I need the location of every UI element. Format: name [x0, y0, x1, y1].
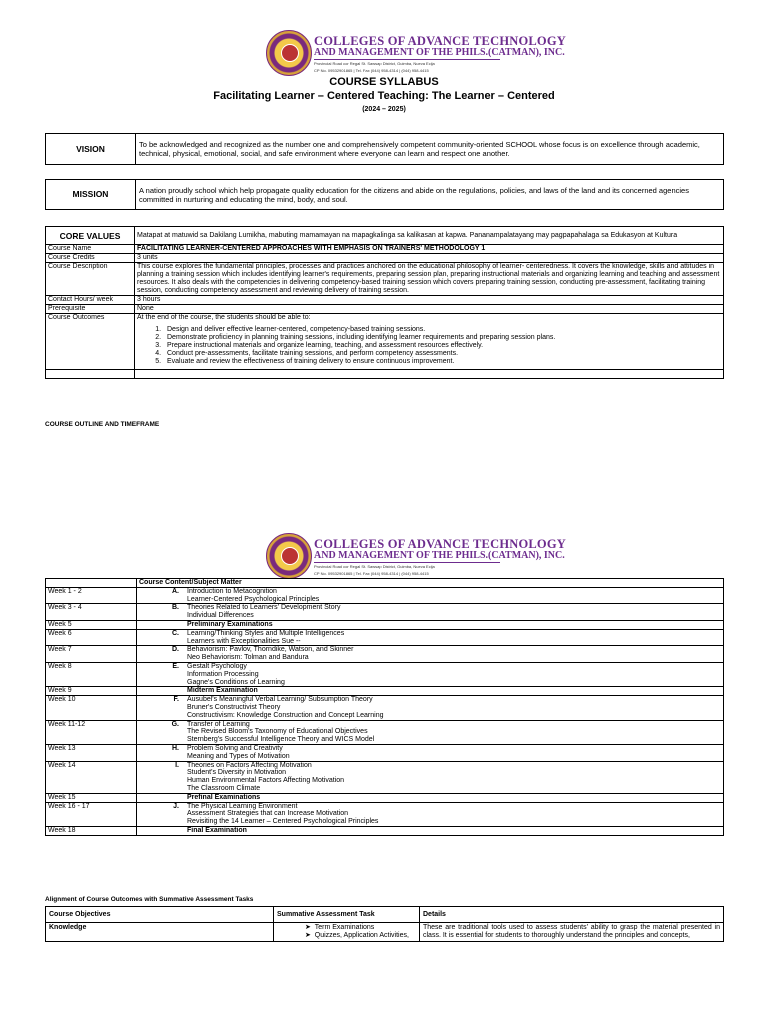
outcome-item: 1. Design and deliver effective learner-centered, competency-based training sessions.: [163, 326, 721, 334]
topic-line: Information Processing: [187, 670, 259, 678]
outline-row: [46, 696, 724, 720]
outline-row: [46, 744, 724, 761]
org-name-line2: AND MANAGEMENT OF THE PHILS.(CATMAN), INC.: [314, 550, 565, 561]
topic-line: Individual Differences: [187, 612, 254, 620]
course-info-table: [45, 226, 724, 379]
week-label: Week 1 - 2: [46, 587, 137, 604]
topic-line: Learner-Centered Psychological Principles: [187, 595, 320, 603]
course-outcomes-cell: [135, 314, 724, 370]
outcome-item: 2. Demonstrate proficiency in planning training sessions, including identifying learner requirements and preparing session plans.: [163, 334, 721, 342]
school-year: (2024 – 2025): [362, 106, 406, 113]
week-label: Week 3 - 4: [46, 604, 137, 621]
week-label: Week 8: [46, 662, 137, 686]
topic-line: Learners with Exceptionalities Sue --: [187, 637, 301, 645]
topic-line: Assessment Strategies that can Increase Motivation: [187, 810, 349, 818]
contact-hours-value: 3 hours: [135, 296, 724, 305]
topic-letter: G.: [171, 720, 179, 728]
week-content: [137, 587, 724, 604]
topic-line: Gagne's Conditions of Learning: [187, 678, 285, 686]
topic-line: Ausubel's Meaningful Verbal Learning/ Subsumption Theory: [187, 696, 373, 704]
week-content: [137, 802, 724, 826]
topic-line: Theories on Factors Affecting Motivation: [187, 761, 312, 769]
topic-letter: J.: [173, 802, 179, 810]
week-label: Week 16 - 17: [46, 802, 137, 826]
outline-row: [46, 687, 724, 696]
topic-line: Bruner's Constructivist Theory: [187, 703, 281, 711]
contact-hours-label: Contact Hours/ week: [46, 296, 135, 305]
course-outcomes-label: Course Outcomes: [46, 314, 135, 370]
vision-table: [45, 133, 724, 165]
week-label: Week 10: [46, 696, 137, 720]
week-content: [137, 687, 724, 696]
task-item: ➤ Quizzes, Application Activities,: [277, 932, 416, 940]
outline-column-header: Course Content/Subject Matter: [137, 579, 724, 588]
week-content: [137, 604, 724, 621]
course-outline-table: [45, 578, 724, 836]
week-label: Week 13: [46, 744, 137, 761]
org-contact: CP No. 09532901865 | Tel. Fax (044) 958-4314 | (044) 958-4415: [314, 68, 429, 73]
outline-heading: COURSE OUTLINE AND TIMEFRAME: [45, 421, 160, 428]
week-content: [137, 620, 724, 629]
exam-label: Final Examination: [187, 826, 247, 834]
topic-letter: B.: [172, 604, 179, 612]
week-content: [137, 761, 724, 793]
outcome-item: 3. Prepare instructional materials and organize learning, teaching, and assessment resources effectively.: [163, 342, 721, 350]
topic-letter: D.: [172, 646, 179, 654]
topic-letter: E.: [172, 662, 179, 670]
vision-label: VISION: [46, 134, 136, 165]
topic-line: The Revised Bloom's Taxonomy of Educational Objectives: [187, 728, 368, 736]
topic-letter: I.: [175, 761, 179, 769]
assessment-tasks-cell: [274, 923, 420, 942]
arrow-bullet-icon: ➤: [305, 932, 315, 939]
week-label: Week 15: [46, 793, 137, 802]
vision-text: To be acknowledged and recognized as the number one and comprehensively competent community-oriented SCHOOL whose focus is on excellence through academic, technical, physical, emotional, social, and safe environment where everyone can learn and respect one another.: [136, 134, 724, 165]
topic-letter: H.: [172, 744, 179, 752]
col-details: Details: [420, 907, 724, 923]
course-description-label: Course Description: [46, 263, 135, 296]
week-label: Week 18: [46, 826, 137, 835]
org-address: Provincial Road cor Regal St. Sawsap District, Guimba, Nueva Ecija: [314, 564, 435, 569]
outline-row: [46, 629, 724, 646]
topic-line: Theories Related to Learners' Development Story: [187, 604, 341, 612]
exam-label: Prefinal Examinations: [187, 793, 261, 801]
week-label: Week 7: [46, 646, 137, 663]
outline-row: [46, 802, 724, 826]
col-assessment-task: Summative Assessment Task: [274, 907, 420, 923]
course-title: Facilitating Learner – Centered Teaching: The Learner – Centered: [213, 90, 555, 102]
week-label: Week 11-12: [46, 720, 137, 744]
arrow-bullet-icon: ➤: [305, 924, 315, 931]
outcomes-list: [137, 326, 721, 366]
outline-row: [46, 620, 724, 629]
org-name-line1: COLLEGES OF ADVANCE TECHNOLOGY: [314, 537, 567, 551]
topic-letter: C.: [172, 629, 179, 637]
course-name-value: FACILITATING LEARNER-CENTERED APPROACHES WITH EMPHASIS ON TRAINERS' METHODOLOGY 1: [135, 245, 724, 254]
topic-line: Human Environmental Factors Affecting Motivation: [187, 777, 345, 785]
outline-row: [46, 587, 724, 604]
task-item: ➤ Term Examinations: [277, 924, 416, 932]
outcome-item: 5. Evaluate and review the effectiveness of training delivery to ensure continuous improvement.: [163, 358, 721, 366]
week-content: [137, 793, 724, 802]
outline-row: [46, 720, 724, 744]
mission-text: A nation proudly school which help propagate quality education for the citizens and abide on the regulations, policies, and laws of the land and its concerned agencies committed in nurturing and educating the mind, body, and soul.: [136, 180, 724, 210]
outline-row: [46, 761, 724, 793]
topic-line: Neo Behaviorism: Tolman and Bandura: [187, 654, 309, 662]
topic-line: Sternberg's Successful Intelligence Theory and WICS Model: [187, 736, 375, 744]
topic-line: Revisiting the 14 Learner – Centered Psychological Principles: [187, 818, 379, 826]
course-credits-label: Course Credits: [46, 254, 135, 263]
course-credits-value: 3 units: [135, 254, 724, 263]
mission-label: MISSION: [46, 180, 136, 210]
outline-row: [46, 604, 724, 621]
mission-table: [45, 179, 724, 210]
topic-line: Introduction to Metacognition: [187, 587, 277, 595]
col-course-objectives: Course Objectives: [46, 907, 274, 923]
topic-line: Student's Diversity in Motivation: [187, 769, 286, 777]
college-seal-logo: [266, 30, 312, 76]
exam-label: Preliminary Examinations: [187, 620, 273, 628]
week-content: [137, 720, 724, 744]
exam-label: Midterm Examination: [187, 687, 258, 695]
objective-knowledge: Knowledge: [46, 923, 274, 942]
prerequisite-label: Prerequisite: [46, 305, 135, 314]
week-label: Week 5: [46, 620, 137, 629]
topic-line: Constructivism: Knowledge Construction and Concept Learning: [187, 711, 384, 719]
week-content: [137, 662, 724, 686]
empty-cell: [46, 579, 137, 588]
core-values-text: Matapat at matuwid sa Dakilang Lumikha, mabuting mamamayan na mapagkalinga sa kalikasan at kapwa. Pananampalatayang may pagpapahalaga sa Edukasyon at Kultura: [135, 227, 724, 245]
outcome-item: 4. Conduct pre-assessments, facilitate training sessions, and perform competency assessments.: [163, 350, 721, 358]
prerequisite-value: None: [135, 305, 724, 314]
outline-row: [46, 662, 724, 686]
week-label: Week 9: [46, 687, 137, 696]
week-content: [137, 629, 724, 646]
outcomes-intro: At the end of the course, the students should be able to:: [137, 314, 311, 321]
alignment-heading: Alignment of Course Outcomes with Summative Assessment Tasks: [45, 896, 254, 903]
empty-cell: [46, 370, 135, 379]
topic-line: Transfer of Learning: [187, 720, 250, 728]
week-content: [137, 696, 724, 720]
outline-row: [46, 826, 724, 835]
week-content: [137, 744, 724, 761]
org-address: Provincial Road cor Regal St. Sawsap District, Guimba, Nueva Ecija: [314, 61, 435, 66]
week-label: Week 14: [46, 761, 137, 793]
topic-line: Learning/Thinking Styles and Multiple Intelligences: [187, 629, 345, 637]
outline-row: [46, 793, 724, 802]
core-values-label: CORE VALUES: [46, 227, 135, 245]
course-name-label: Course Name: [46, 245, 135, 254]
topic-letter: A.: [172, 587, 179, 595]
outline-row: [46, 646, 724, 663]
topic-line: The Physical Learning Environment: [187, 802, 298, 810]
topic-line: Meaning and Types of Motivation: [187, 752, 290, 760]
org-name-line1: COLLEGES OF ADVANCE TECHNOLOGY: [314, 34, 567, 48]
course-description-value: This course explores the fundamental principles, processes and practices anchored on the educational philosophy of learner- centeredness. It covers the knowledge, skills and attitudes in planning a training session which includes identifying learner's requirements, preparing session plan, preparing instructional materials and organizing learning and teaching and assessment resources. It also deals with the competencies in delivering competency-based training session which covers preparing training session, conducting pre-assessment, facilitating training session, conducting competency assessment and reviewing delivery of training session.: [135, 263, 724, 296]
details-cell: These are traditional tools used to assess students' ability to grasp the material presented in class. It is essential for students to thoroughly understand the principles and concepts,: [420, 923, 724, 942]
week-label: Week 6: [46, 629, 137, 646]
topic-line: Gestalt Psychology: [187, 662, 247, 670]
alignment-table: [45, 906, 724, 942]
syllabus-title: COURSE SYLLABUS: [329, 76, 439, 88]
topic-letter: F.: [173, 696, 179, 704]
college-seal-logo: [266, 533, 312, 579]
empty-cell: [135, 370, 724, 379]
org-name-line2: AND MANAGEMENT OF THE PHILS.(CATMAN), INC.: [314, 47, 565, 58]
week-content: [137, 646, 724, 663]
week-content: [137, 826, 724, 835]
topic-line: The Classroom Climate: [187, 784, 261, 792]
org-contact: CP No. 09532901865 | Tel. Fax (044) 958-4314 | (044) 958-4415: [314, 571, 429, 576]
topic-line: Problem Solving and Creativity: [187, 744, 283, 752]
topic-line: Behaviorism: Pavlov, Thorndike, Watson, and Skinner: [187, 646, 354, 654]
